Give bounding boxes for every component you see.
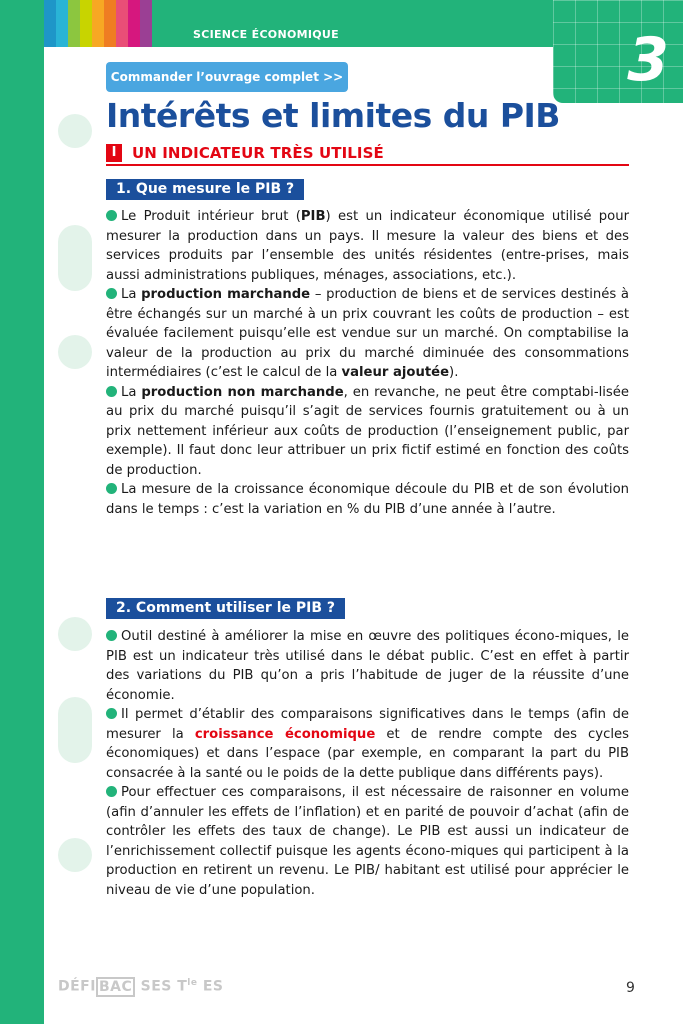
paragraph: La mesure de la croissance économique découle du PIB et de son évolution dans le temps : c’est la variation en % du PIB d’une année à l’autre.	[106, 482, 629, 517]
part-label: UN INDICATEUR TRÈS UTILISÉ	[132, 144, 384, 162]
page-title: Intérêts et limites du PIB	[106, 96, 560, 135]
decorative-dot	[58, 838, 92, 872]
bullet-icon	[106, 630, 117, 641]
part-numeral: I	[106, 144, 122, 162]
section-1-body	[106, 207, 629, 519]
page-number: 9	[626, 980, 635, 996]
chapter-number: 3	[627, 25, 669, 95]
bullet-icon	[106, 386, 117, 397]
section-label: SCIENCE ÉCONOMIQUE	[193, 28, 339, 41]
decorative-dot	[58, 617, 92, 651]
part-heading	[106, 142, 629, 166]
paragraph: La production marchande – production de biens et de services destinés à être échangés sur un marché à un prix couvrant les coûts de production – est évaluée facilement puisqu’elle est vendue sur un marché. On comptabilise la valeur de la production au prix du marché diminuée des consommations intermédiaires (c’est le calcul de la valeur ajoutée).	[106, 287, 629, 380]
paragraph: Le Produit intérieur brut (PIB) est un indicateur économique utilisé pour mesurer la production dans un pays. Il mesure la valeur des biens et des services produits par l’ensemble des unités résidentes (entre-prises, mais aussi administrations publiques, ménages, associations, etc.).	[106, 209, 630, 283]
chapter-badge	[553, 0, 683, 103]
decorative-dot	[58, 335, 92, 369]
color-stripe	[128, 0, 140, 47]
order-book-button[interactable]: Commander l’ouvrage complet >>	[106, 62, 348, 92]
color-stripe	[140, 0, 152, 47]
section-2-body	[106, 627, 629, 900]
color-stripe	[80, 0, 92, 47]
bullet-icon	[106, 708, 117, 719]
paragraph: La production non marchande, en revanche, ne peut être comptabi-lisée au prix du marché puisqu’il s’agit de services fournis gratuitement ou à un prix nettement inférieur aux coûts de production (l’enseignement public, par exemple). Il faut donc leur attribuer un prix fictif estimé en fonction des coûts de production.	[106, 384, 629, 478]
color-stripe	[92, 0, 104, 47]
decorative-pill	[58, 225, 92, 291]
brand-name: DÉFI	[58, 978, 96, 995]
bullet-icon	[106, 786, 117, 797]
color-stripes	[44, 0, 152, 47]
bullet-icon	[106, 288, 117, 299]
brand-name-boxed: BAC	[96, 977, 135, 997]
left-green-band	[0, 0, 44, 1024]
color-stripe	[56, 0, 68, 47]
decorative-pill	[58, 697, 92, 763]
decorative-dot	[58, 114, 92, 148]
footer-brand	[58, 978, 224, 995]
color-stripe	[44, 0, 56, 47]
subject-label: SES T	[140, 978, 188, 995]
paragraph: Outil destiné à améliorer la mise en œuvre des politiques écono-miques, le PIB est un indicateur très utilisé dans le débat public. C’est en effet à partir des variations du PIB qu’on a pris l’habitude de juger de la réussite d’une économie.	[106, 629, 629, 703]
paragraph: Pour effectuer ces comparaisons, il est nécessaire de raisonner en volume (afin d’annuler les effets de l’inflation) et en parité de pouvoir d’achat (afin de contrôler les effets des taux de change). Le PIB est aussi un indicateur de l’enrichissement collectif puisque les agents écono-miques qui participent à la production en retirent un revenu. Le PIB/ habitant est utilisé pour apprécier le niveau de vie d’une population.	[106, 785, 629, 898]
color-stripe	[116, 0, 128, 47]
color-stripe	[68, 0, 80, 47]
level-superscript: le	[187, 978, 198, 988]
section-1-heading: 1. Que mesure le PIB ?	[106, 179, 304, 200]
paragraph: Il permet d’établir des comparaisons significatives dans le temps (afin de mesurer la croissance économique et de rendre compte des cycles économiques) et dans l’espace (par exemple, en comparant la part du PIB consacrée à la santé ou le poids de la dette publique dans différents pays).	[106, 707, 629, 781]
color-stripe	[104, 0, 116, 47]
bullet-icon	[106, 483, 117, 494]
bullet-icon	[106, 210, 117, 221]
track-label: ES	[202, 978, 224, 995]
section-2-heading: 2. Comment utiliser le PIB ?	[106, 598, 345, 619]
